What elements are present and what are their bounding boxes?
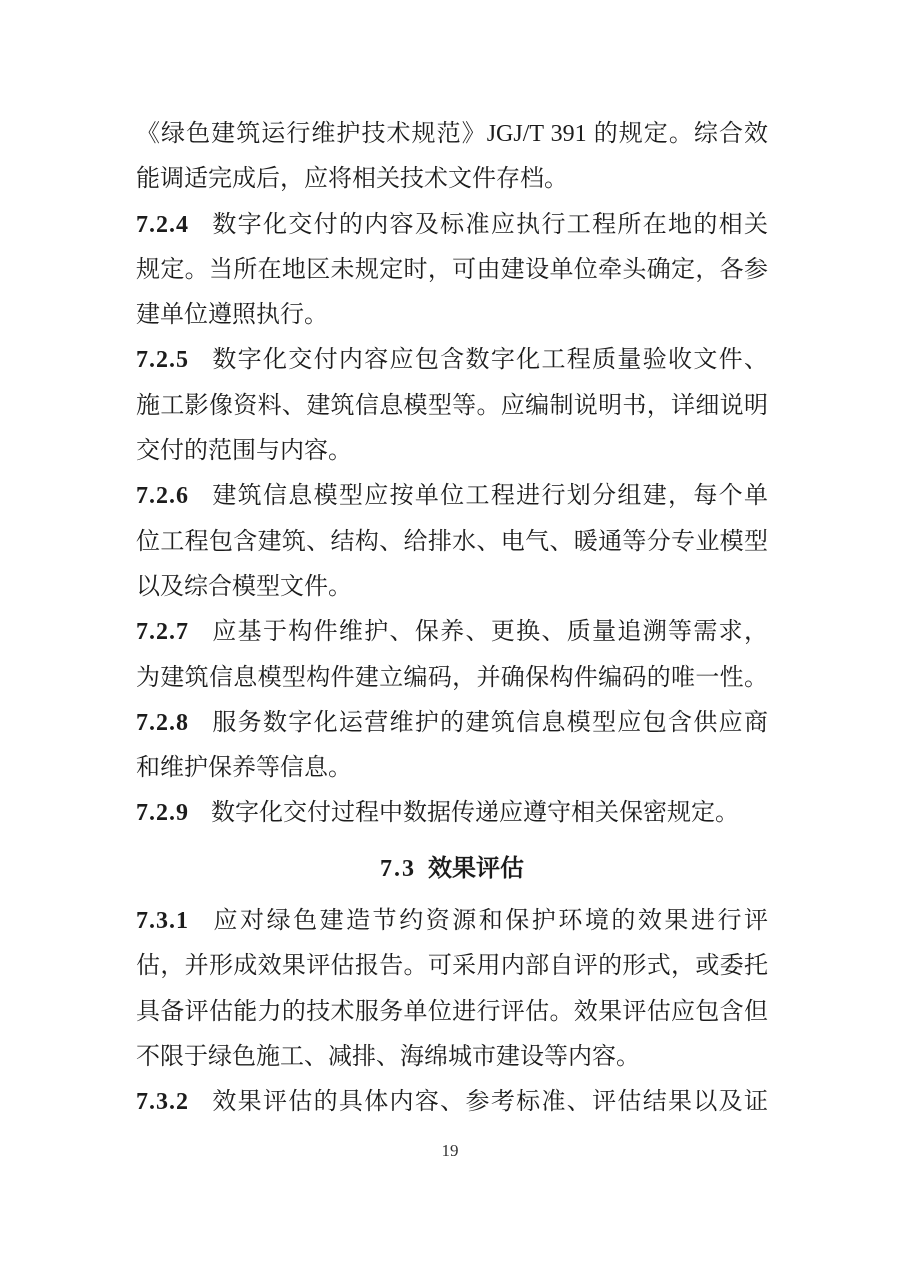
text-line (136, 899, 768, 944)
text-line (136, 474, 768, 519)
line-text: 应对绿色建造节约资源和保护环境的效果进行评 (211, 908, 768, 935)
text-line (136, 1035, 768, 1080)
text-line (136, 157, 768, 202)
text-line (136, 610, 768, 655)
text-line (136, 112, 768, 157)
text-line (136, 429, 768, 474)
text-line (136, 656, 768, 701)
line-text: 数字化交付的内容及标准应执行工程所在地的相关 (211, 211, 768, 238)
text-line (136, 1080, 768, 1125)
line-text: 以及综合模型文件。 (136, 573, 352, 600)
text-line (136, 565, 768, 610)
line-text: 服务数字化运营维护的建筑信息模型应包含供应商 (211, 709, 768, 736)
line-text: 估，并形成效果评估报告。可采用内部自评的形式，或委托 (136, 953, 768, 980)
line-text: 位工程包含建筑、结构、给排水、电气、暖通等分专业模型 (136, 528, 768, 555)
text-line (136, 203, 768, 248)
text-line (136, 248, 768, 293)
clause-number: 7.2.6 (136, 483, 189, 510)
line-text: 不限于绿色施工、减排、海绵城市建设等内容。 (136, 1043, 640, 1070)
line-text: 能调适完成后，应将相关技术文件存档。 (136, 166, 568, 193)
page-number: 19 (441, 1141, 459, 1160)
text-block (136, 112, 768, 1126)
text-line (136, 293, 768, 338)
clause-number: 7.3.1 (136, 908, 189, 935)
line-text: 施工影像资料、建筑信息模型等。应编制说明书，详细说明 (136, 392, 768, 419)
line-text: 《绿色建筑运行维护技术规范》JGJ/T 391 的规定。综合效 (136, 121, 768, 147)
clause-number: 7.2.8 (136, 709, 189, 736)
line-text: 效果评估 (428, 855, 524, 882)
text-line (136, 384, 768, 429)
line-text: 应基于构件维护、保养、更换、质量追溯等需求， (211, 619, 768, 646)
line-text: 具备评估能力的技术服务单位进行评估。效果评估应包含但 (136, 998, 768, 1025)
text-line (136, 990, 768, 1035)
section-number: 7.3 (380, 855, 416, 882)
text-line (136, 791, 768, 836)
line-text: 数字化交付过程中数据传递应遵守相关保密规定。 (211, 800, 739, 827)
line-text: 建筑信息模型应按单位工程进行划分组建，每个单 (211, 483, 768, 510)
clause-number: 7.2.4 (136, 211, 189, 238)
clause-number: 7.3.2 (136, 1089, 189, 1116)
line-text: 效果评估的具体内容、参考标准、评估结果以及证 (211, 1089, 768, 1116)
text-line (136, 520, 768, 565)
line-text: 数字化交付内容应包含数字化工程质量验收文件、 (211, 347, 768, 374)
text-line (136, 944, 768, 989)
line-text: 规定。当所在地区未规定时，可由建设单位牵头确定，各参 (136, 256, 768, 283)
text-line (136, 338, 768, 383)
section-heading (136, 847, 768, 892)
line-text: 建单位遵照执行。 (136, 302, 328, 329)
clause-number: 7.2.7 (136, 619, 189, 646)
text-line (136, 701, 768, 746)
clause-number: 7.2.5 (136, 347, 189, 374)
line-text: 交付的范围与内容。 (136, 438, 352, 465)
text-line (136, 746, 768, 791)
line-text: 为建筑信息模型构件建立编码，并确保构件编码的唯一性。 (136, 664, 768, 691)
line-text: 和维护保养等信息。 (136, 755, 352, 782)
clause-number: 7.2.9 (136, 800, 189, 827)
